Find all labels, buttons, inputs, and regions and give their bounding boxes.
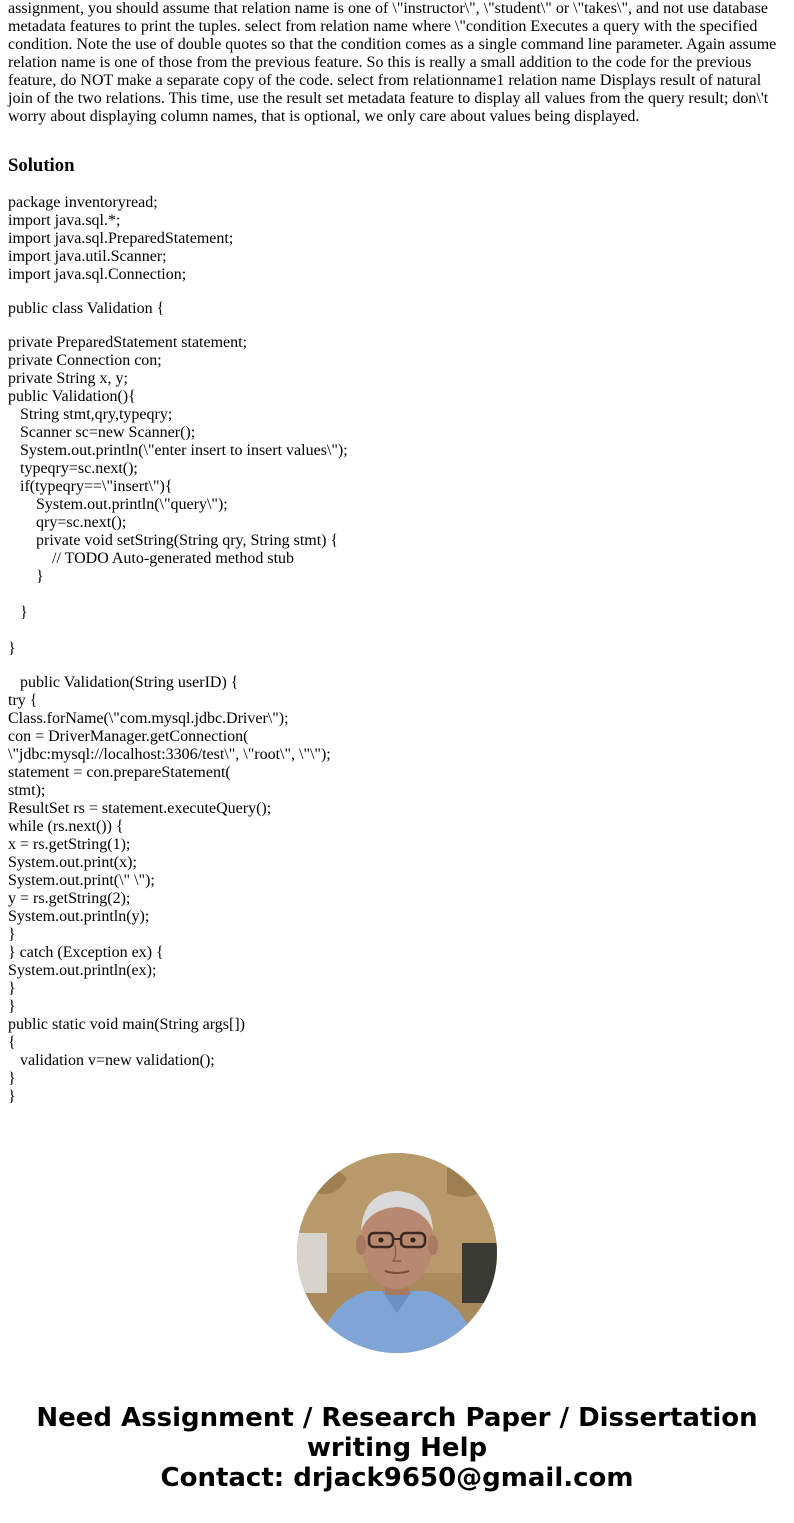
code-line: import java.util.Scanner; <box>8 248 167 265</box>
code-line: System.out.println(\"query\"); <box>8 496 228 513</box>
question-line: relation name is one of those from the previous feature. So this is really a small addition to the code for the previous <box>8 54 752 71</box>
code-line: Class.forName(\"com.mysql.jdbc.Driver\"); <box>8 710 289 727</box>
code-line: System.out.println(y); <box>8 908 150 925</box>
code-line: System.out.print(\" \"); <box>8 872 155 889</box>
question-line: metadata features to print the tuples. select from relation name where \"condition Executes a query with the specified <box>8 18 758 35</box>
cta-line-3: Contact: drjack9650@gmail.com <box>160 1463 634 1493</box>
code-line: Scanner sc=new Scanner(); <box>8 424 196 441</box>
code-line: con = DriverManager.getConnection( <box>8 728 249 745</box>
code-line: System.out.println(ex); <box>8 962 157 979</box>
question-text <box>8 0 786 126</box>
code-line: { <box>8 1034 16 1051</box>
solution-heading: Solution <box>8 155 75 176</box>
code-line <box>8 622 786 640</box>
code-line: validation v=new validation(); <box>8 1052 215 1069</box>
question-line: worry about displaying column names, that is optional, we only care about values being displayed. <box>8 108 640 125</box>
code-line: x = rs.getString(1); <box>8 836 131 853</box>
code-line: // TODO Auto-generated method stub <box>8 550 295 567</box>
question-line: join of the two relations. This time, use the result set metadata feature to display all values from the query result; don\'t <box>8 90 769 107</box>
code-line: public static void main(String args[]) <box>8 1016 245 1033</box>
code-line: \"jdbc:mysql://localhost:3306/test\", \"root\", \"\"); <box>8 746 331 763</box>
code-line <box>8 284 786 300</box>
code-line: ResultSet rs = statement.executeQuery(); <box>8 800 272 817</box>
code-line: public Validation(String userID) { <box>8 674 239 691</box>
code-line: } <box>8 980 16 997</box>
code-line: } <box>8 998 16 1015</box>
code-line: System.out.print(x); <box>8 854 137 871</box>
code-line: typeqry=sc.next(); <box>8 460 138 477</box>
question-line: assignment, you should assume that relation name is one of \"instructor\", \"student\" or \"takes\", and not use database <box>8 0 768 17</box>
code-line: public class Validation { <box>8 300 165 317</box>
code-line: } <box>8 1070 16 1087</box>
code-line <box>8 658 786 674</box>
code-line: package inventoryread; <box>8 194 158 211</box>
solution-code <box>8 194 786 1106</box>
author-photo-icon <box>297 1153 497 1353</box>
code-line: try { <box>8 692 38 709</box>
author-avatar <box>297 1153 497 1353</box>
code-line: private String x, y; <box>8 370 128 387</box>
code-line: System.out.println(\"enter insert to insert values\"); <box>8 442 348 459</box>
question-line: feature, do NOT make a separate copy of the code. select from relationname1 relation name Displays result of natural <box>8 72 762 89</box>
code-line: import java.sql.*; <box>8 212 121 229</box>
code-line: y = rs.getString(2); <box>8 890 131 907</box>
code-line <box>8 318 786 334</box>
cta-line-1: Need Assignment / Research Paper / Dissertation <box>36 1403 758 1433</box>
code-line: statement = con.prepareStatement( <box>8 764 231 781</box>
code-line: stmt); <box>8 782 46 799</box>
code-line: public Validation(){ <box>8 388 136 405</box>
code-line: private Connection con; <box>8 352 162 369</box>
question-line: condition. Note the use of double quotes so that the condition comes as a single command line parameter. Again assume <box>8 36 777 53</box>
code-line: import java.sql.PreparedStatement; <box>8 230 234 247</box>
cta-line-2: writing Help <box>306 1433 488 1463</box>
contact-banner <box>0 1403 794 1493</box>
code-line: import java.sql.Connection; <box>8 266 187 283</box>
code-line: } <box>8 926 16 943</box>
code-line: qry=sc.next(); <box>8 514 127 531</box>
code-line: if(typeqry==\"insert\"){ <box>8 478 173 495</box>
code-line: } catch (Exception ex) { <box>8 944 164 961</box>
code-line: } <box>8 568 44 585</box>
code-line <box>8 586 786 604</box>
code-line: } <box>8 640 16 657</box>
code-line: while (rs.next()) { <box>8 818 124 835</box>
code-line: private PreparedStatement statement; <box>8 334 248 351</box>
code-line: } <box>8 604 28 621</box>
code-line: private void setString(String qry, String stmt) { <box>8 532 339 549</box>
code-line: String stmt,qry,typeqry; <box>8 406 173 423</box>
code-line: } <box>8 1088 16 1105</box>
